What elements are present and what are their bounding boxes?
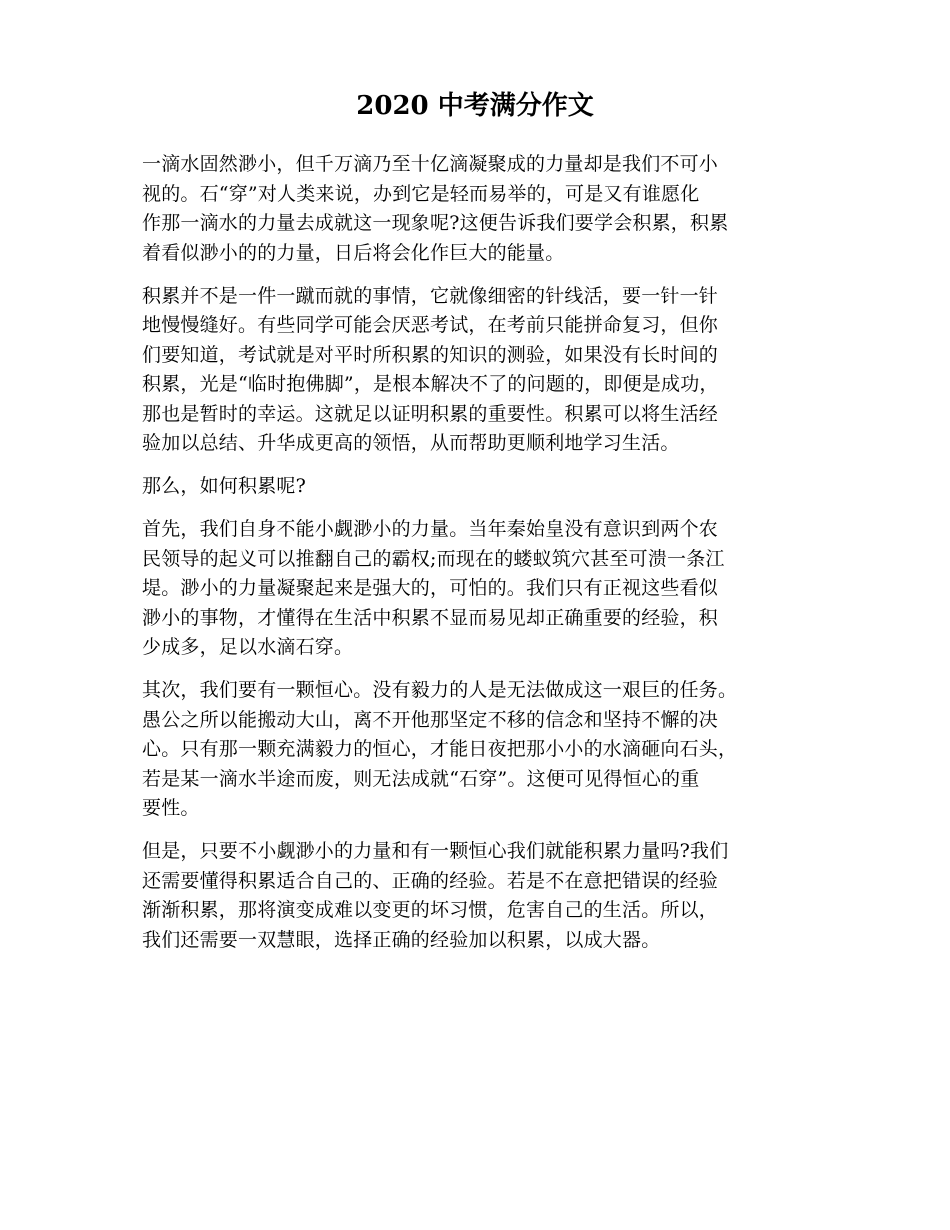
- text-line: 那也是暂时的幸运。这就足以证明积累的重要性。积累可以将生活经: [142, 402, 719, 425]
- text-line: 视的。石“穿”对人类来说，办到它是轻而易举的，可是又有谁愿化: [142, 182, 700, 205]
- text-line: 但是，只要不小觑渺小的力量和有一颗恒心我们就能积累力量吗?我们: [142, 840, 729, 862]
- paragraph-5: [142, 676, 808, 824]
- text-line: 积累，光是“临时抱佛脚”，是根本解决不了的问题的，即便是成功，: [142, 373, 719, 395]
- text-line: 还需要懂得积累适合自己的、正确的经验。若是不在意把错误的经验: [142, 869, 719, 892]
- paragraph-3: [142, 472, 808, 502]
- text-line: 民领导的起义可以推翻自己的霸权;而现在的蝼蚁筑穴甚至可溃一条江: [142, 547, 725, 570]
- paragraph-2: [142, 282, 808, 459]
- text-line: 一滴水固然渺小，但千万滴乃至十亿滴凝聚成的力量却是我们不可小: [142, 153, 719, 175]
- text-line: 那么，如何积累呢?: [142, 475, 306, 497]
- text-line: 渐渐积累，那将演变成难以变更的坏习惯，危害自己的生活。所以，: [142, 899, 719, 921]
- text-line: 着看似渺小的的力量，日后将会化作巨大的能量。: [142, 241, 565, 264]
- text-line: 要性。: [142, 797, 200, 819]
- text-line: 作那一滴水的力量去成就这一现象呢?这便告诉我们要学会积累，积累: [142, 212, 729, 234]
- text-line: 积累并不是一件一蹴而就的事情，它就像细密的针线活，要一针一针: [142, 284, 719, 307]
- text-line: 渺小的事物，才懂得在生活中积累不显而易见却正确重要的经验，积: [142, 606, 719, 629]
- text-line: 愚公之所以能搬动大山，离不开他那坚定不移的信念和坚持不懈的决: [142, 708, 719, 731]
- document-title: 2020 中考满分作文: [356, 91, 594, 121]
- text-line: 验加以总结、升华成更高的领悟，从而帮助更顺利地学习生活。: [142, 432, 680, 454]
- text-line: 若是某一滴水半途而废，则无法成就“石穿”。这便可见得恒心的重: [142, 767, 700, 790]
- paragraph-6: [142, 837, 808, 955]
- text-line: 心。只有那一颗充满毅力的恒心，才能日夜把那小小的水滴砸向石头，: [142, 738, 738, 760]
- text-line: 首先，我们自身不能小觑渺小的力量。当年秦始皇没有意识到两个农: [142, 518, 719, 540]
- paragraph-1: [142, 150, 808, 268]
- text-line: 我们还需要一双慧眼，选择正确的经验加以积累，以成大器。: [142, 928, 661, 951]
- text-line: 们要知道，考试就是对平时所积累的知识的测验，如果没有长时间的: [142, 343, 719, 366]
- text-line: 堤。渺小的力量凝聚起来是强大的，可怕的。我们只有正视这些看似: [142, 577, 719, 599]
- paragraph-4: [142, 515, 808, 663]
- text-line: 少成多，足以水滴石穿。: [142, 636, 354, 658]
- text-line: 其次，我们要有一颗恒心。没有毅力的人是无法做成这一艰巨的任务。: [142, 679, 738, 701]
- text-line: 地慢慢缝好。有些同学可能会厌恶考试，在考前只能拼命复习，但你: [142, 314, 719, 336]
- document-body: [142, 150, 808, 969]
